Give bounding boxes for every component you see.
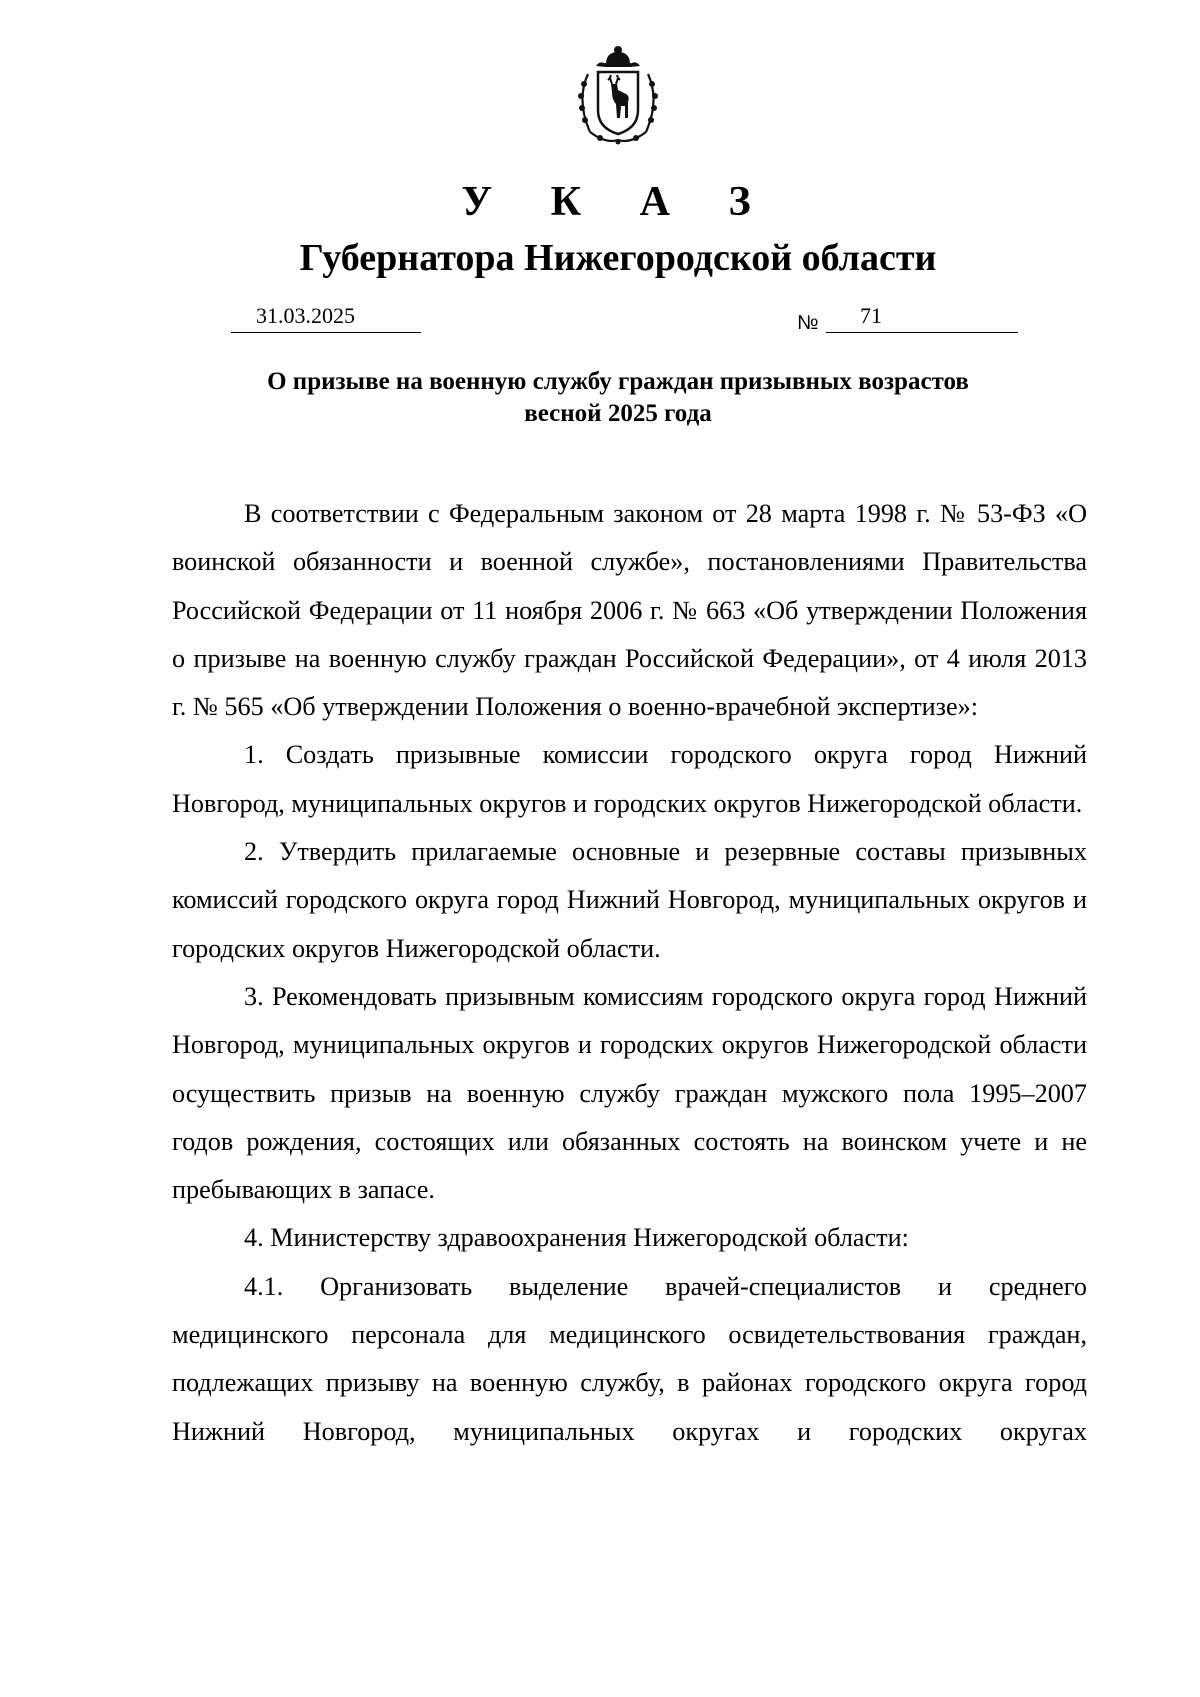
paragraph-item-3: 3. Рекомендовать призывным комиссиям городского округа город Нижний Новгород, муниципальных округов и городских округов Нижегородской области осуществить призыв на военную службу граждан мужского пола 1995–2007 годов рождения, состоящих или обязанных состоять на воинском учете и не пребывающих в запасе. xyxy=(172,981,1087,1205)
issuer-heading: Губернатора Нижегородской области xyxy=(299,237,937,279)
nizhny-novgorod-coat-of-arms-icon xyxy=(566,40,670,146)
paragraph-item-4-1: 4.1. Организовать выделение врачей-специалистов и среднего медицинского персонала для медицинского освидетельствования граждан, подлежащих призыву на военную службу, в районах городского округа город Нижний Новгород, муниципальных округах и городских округах xyxy=(172,1271,1087,1446)
date-field xyxy=(231,302,421,333)
document-title xyxy=(0,366,1200,430)
paragraph-item-2: 2. Утвердить прилагаемые основные и резервные составы призывных комиссий городского округа город Нижний Новгород, муниципальных округов и городских округов Нижегородской области. xyxy=(172,837,1087,963)
document-title-line-1: О призыве на военную службу граждан призывных возрастов xyxy=(267,368,969,395)
document-body xyxy=(172,490,1087,1456)
date-value: 31.03.2025 xyxy=(256,303,355,328)
paragraph-item-4: 4. Министерству здравоохранения Нижегородской области: xyxy=(244,1223,909,1253)
preamble-paragraph: В соответствии с Федеральным законом от 28 марта 1998 г. № 53-ФЗ «О воинской обязанности и военной службе», постановлениями Правительства Российской Федерации от 11 ноября 2006 г. № 663 «Об утверждении Положения о призыве на военную службу граждан Российской Федерации», от 4 июля 2013 г. № 565 «Об утверждении Положения о военно-врачебной экспертизе»: xyxy=(172,499,1087,722)
number-label: № xyxy=(797,312,819,334)
document-type-heading: У К А З xyxy=(461,179,775,225)
number-value: 71 xyxy=(860,303,882,328)
number-field xyxy=(826,302,1018,333)
paragraph-item-1: 1. Создать призывные комиссии городского округа город Нижний Новгород, муниципальных округов и городских округов Нижегородской области. xyxy=(172,740,1087,818)
document-title-line-2: весной 2025 года xyxy=(524,400,712,427)
